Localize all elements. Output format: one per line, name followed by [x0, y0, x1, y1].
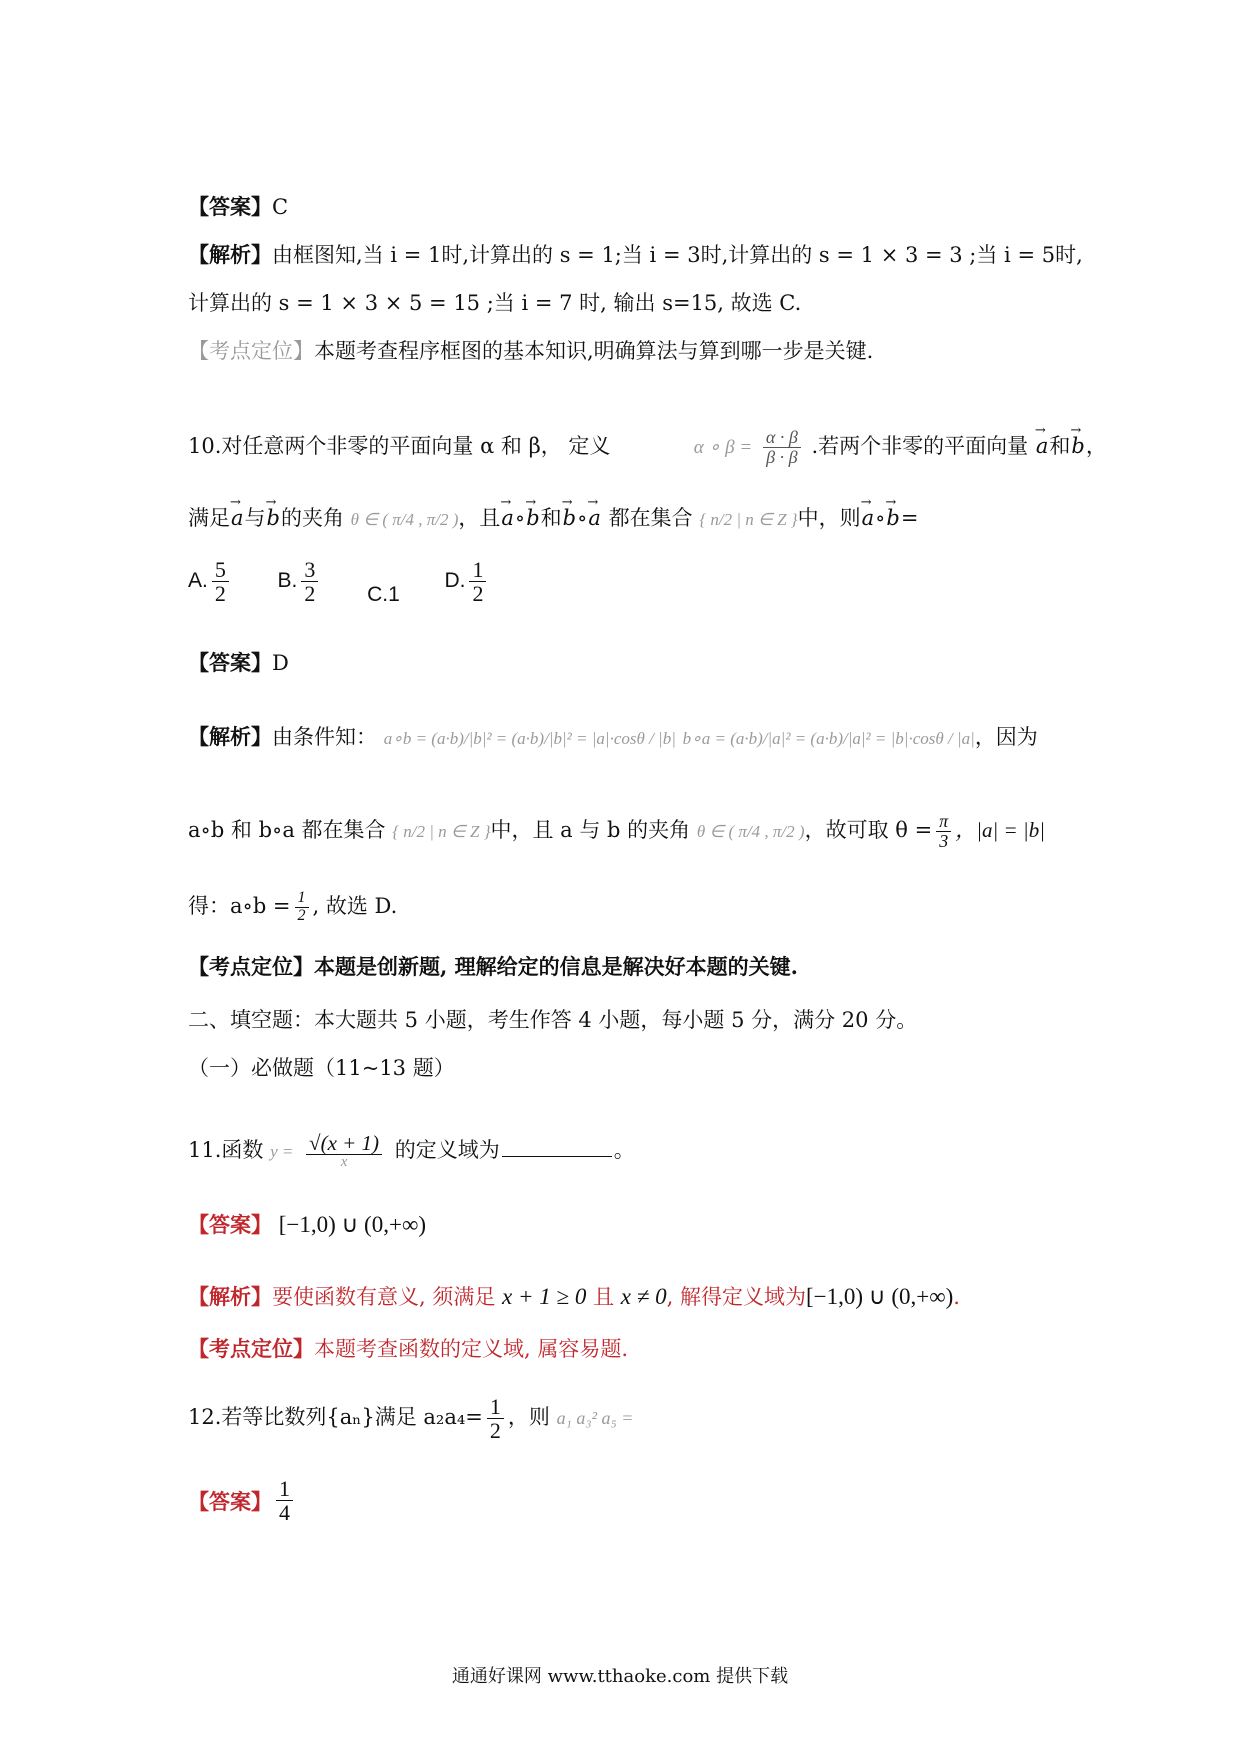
set-expression: { n/2 | n ∈ Z } — [392, 821, 491, 841]
formula-b-circ-a: b∘a = (a·b)/|a|² = (a·b)/|a|² = |b|·cosθ / |a| — [682, 729, 975, 748]
analysis-text: 要使函数有意义, 须满足 — [272, 1285, 496, 1309]
answer-value: C — [272, 195, 289, 219]
q9-analysis-line2 — [188, 288, 801, 318]
option-c — [367, 577, 400, 613]
q12-stem-line — [188, 1395, 633, 1442]
analysis-text: ，|a| = |b| — [955, 817, 1045, 842]
option-num: 3 — [301, 558, 318, 582]
q10-stem-line2: 满足→ a与→ b的夹角 θ ∈ ( π/4 , π/2 )，且→ a∘→ b和→ b∘→ a 都在集合 { n/2 | n ∈ Z }中，则→ a∘→ b= — [188, 503, 918, 535]
analysis-text: 且 — [593, 1285, 615, 1309]
option-b — [278, 558, 323, 605]
kaodian-text: 本题是创新题, 理解给定的信息是解决好本题的关键. — [314, 954, 798, 979]
analysis-text: ，因为 — [974, 725, 1038, 749]
kaodian-text: 本题考查程序框图的基本知识,明确算法与算到哪一步是关键. — [314, 339, 874, 363]
q10-analysis-line1 — [188, 722, 1038, 754]
section-heading-text: 二、填空题：本大题共 5 小题，考生作答 4 小题，每小题 5 分，满分 20 分。 — [188, 1008, 918, 1032]
vector-b: → b — [266, 503, 281, 533]
option-a — [188, 558, 233, 605]
q10-stem: 都在集合 — [608, 506, 693, 530]
condition-fraction — [487, 1395, 504, 1442]
analysis-text: 中，且 a 与 b 的夹角 — [490, 817, 691, 842]
analysis-label: 【解析】 — [188, 724, 272, 749]
option-num: 1 — [469, 558, 486, 582]
option-den: 2 — [472, 581, 484, 607]
analysis-text: 计算出的 s = 1 × 3 × 5 = 15 ;当 i = 7 时, 输出 s=15, 故选 C. — [188, 291, 802, 315]
q10-stem: .若两个非零的平面向量 — [811, 433, 1029, 458]
option-fraction — [212, 558, 229, 605]
equals: = — [900, 506, 919, 530]
q9-analysis-line1 — [188, 240, 1083, 270]
q10-analysis-line2 — [188, 812, 1045, 851]
analysis-text: 得：a∘b = — [188, 893, 291, 918]
q12-stem: 12.若等比数列{aₙ}满足 a₂a₄= — [188, 1405, 483, 1430]
option-den: 2 — [304, 581, 316, 607]
q10-stem: ，且 — [458, 506, 501, 530]
analysis-text: , 故选 D. — [312, 893, 398, 918]
theta-den: 3 — [939, 830, 949, 851]
section-subheading — [188, 1053, 455, 1083]
answer-num: 1 — [276, 1477, 293, 1501]
formula-a-circ-b: a∘b = (a·b)/|b|² = (a·b)/|b|² = |a|·cosθ / |b| — [383, 729, 676, 748]
condition-den: 2 — [489, 1418, 501, 1444]
condition-num: 1 — [487, 1395, 504, 1419]
theta-fraction — [936, 812, 951, 851]
function-numerator: √(x + 1) — [306, 1132, 382, 1155]
definition-fraction — [763, 428, 801, 467]
kaodian-label: 【考点定位】 — [188, 1336, 314, 1361]
q10-analysis-line3 — [188, 890, 397, 925]
q11-stem: 。 — [613, 1138, 635, 1162]
q11-stem-line — [188, 1130, 635, 1172]
option-fraction — [469, 558, 486, 605]
answer-blank — [502, 1156, 612, 1157]
answer-label: 【答案】 — [188, 194, 272, 219]
answer-value: D — [272, 651, 289, 675]
function-denominator: x — [340, 1154, 348, 1171]
analysis-label: 【解析】 — [188, 242, 272, 267]
q11-answer-line — [188, 1210, 426, 1240]
option-label: C.1 — [367, 583, 400, 607]
answer-den: 4 — [279, 1499, 290, 1525]
analysis-text: 由框图知,当 i = 1时,计算出的 s = 1;当 i = 3时,计算出的 s = 1 × 3 = 3 ;当 i = 5时, — [272, 243, 1083, 267]
set-expression: { n/2 | n ∈ Z } — [699, 510, 798, 529]
analysis-label: 【解析】 — [188, 1284, 272, 1309]
kaodian-label: 【考点定位】 — [188, 954, 314, 979]
option-num: 5 — [212, 558, 229, 582]
result-fraction — [295, 890, 309, 925]
q10-answer-line — [188, 648, 289, 678]
vector-b: → b — [1070, 431, 1085, 461]
section-heading — [188, 1005, 917, 1035]
q11-analysis-line — [188, 1282, 960, 1312]
kaodian-label: 【考点定位】 — [188, 339, 314, 363]
domain-value: [−1,0) ∪ (0,+∞) — [805, 1284, 954, 1309]
definition-numerator: α · β — [763, 428, 801, 448]
answer-value: [−1,0) ∪ (0,+∞) — [278, 1212, 426, 1237]
q11-stem: 11.函数 — [188, 1138, 264, 1162]
condition-1: x + 1 ≥ 0 — [502, 1284, 587, 1309]
vector-a: → a — [230, 503, 245, 533]
option-d — [444, 558, 490, 605]
analysis-text: a∘b 和 b∘a 都在集合 — [188, 817, 386, 842]
function-fraction — [304, 1132, 384, 1171]
vector-a: → a — [1035, 431, 1050, 461]
function-lhs: y = — [270, 1142, 294, 1161]
vector-b: → b — [525, 503, 540, 533]
vector-a: → a — [500, 503, 515, 533]
result-den: 2 — [297, 906, 306, 924]
analysis-text: ，故可取 θ = — [804, 817, 933, 842]
comma: ， — [1085, 433, 1107, 458]
period: . — [953, 1285, 960, 1309]
q11-kaodian-line — [188, 1334, 628, 1364]
definition-denominator: β · β — [766, 446, 798, 467]
theta-num: π — [936, 812, 951, 832]
q10-stem: 中，则 — [797, 506, 861, 530]
q10-stem: 的夹角 — [280, 506, 344, 530]
answer-label: 【答案】 — [188, 650, 272, 675]
q10-kaodian-line — [188, 952, 798, 982]
vector-a: → a — [861, 503, 876, 533]
q12-stem: ，则 — [507, 1405, 550, 1430]
theta-interval: θ ∈ ( π/4 , π/2 ) — [696, 821, 805, 841]
q12-answer-line — [188, 1470, 297, 1524]
conj-yu: 与 — [244, 506, 266, 530]
page-footer: 通通好课网 www.tthaoke.com 提供下载 — [451, 1666, 789, 1687]
option-den: 2 — [214, 581, 226, 607]
option-label: D. — [444, 569, 466, 593]
section-subheading-text: （一）必做题（11~13 题） — [188, 1056, 455, 1080]
option-fraction — [301, 558, 318, 605]
q9-answer-line — [188, 192, 288, 222]
result-num: 1 — [295, 890, 309, 908]
answer-fraction — [276, 1477, 293, 1524]
analysis-text: 由条件知： — [272, 725, 377, 749]
vector-b: → b — [885, 503, 900, 533]
conj-he: 和 — [1049, 433, 1071, 458]
q10-stem: 10.对任意两个非零的平面向量 α 和 β， 定义 — [188, 433, 611, 458]
q10-stem: 满足 — [188, 506, 230, 530]
q10-stem-line1 — [188, 428, 1107, 467]
option-label: A. — [188, 569, 208, 593]
option-label: B. — [277, 569, 298, 593]
q11-stem: 的定义域为 — [394, 1138, 500, 1162]
target-expression: a₁ a₃² a₅ = — [556, 1408, 634, 1429]
condition-2: x ≠ 0 — [620, 1284, 667, 1309]
q10-options — [188, 558, 528, 613]
q9-kaodian-line — [188, 336, 873, 366]
kaodian-text: 本题考查函数的定义域, 属容易题. — [314, 1337, 629, 1361]
definition-lhs: α ∘ β = — [693, 436, 753, 458]
analysis-text: , 解得定义域为 — [666, 1285, 806, 1309]
vector-a: → a — [587, 503, 602, 533]
answer-label: 【答案】 — [188, 1489, 272, 1514]
theta-interval: θ ∈ ( π/4 , π/2 ) — [350, 510, 459, 529]
answer-label: 【答案】 — [188, 1212, 272, 1237]
vector-b: → b — [562, 503, 577, 533]
conj-he: 和 — [540, 506, 562, 530]
